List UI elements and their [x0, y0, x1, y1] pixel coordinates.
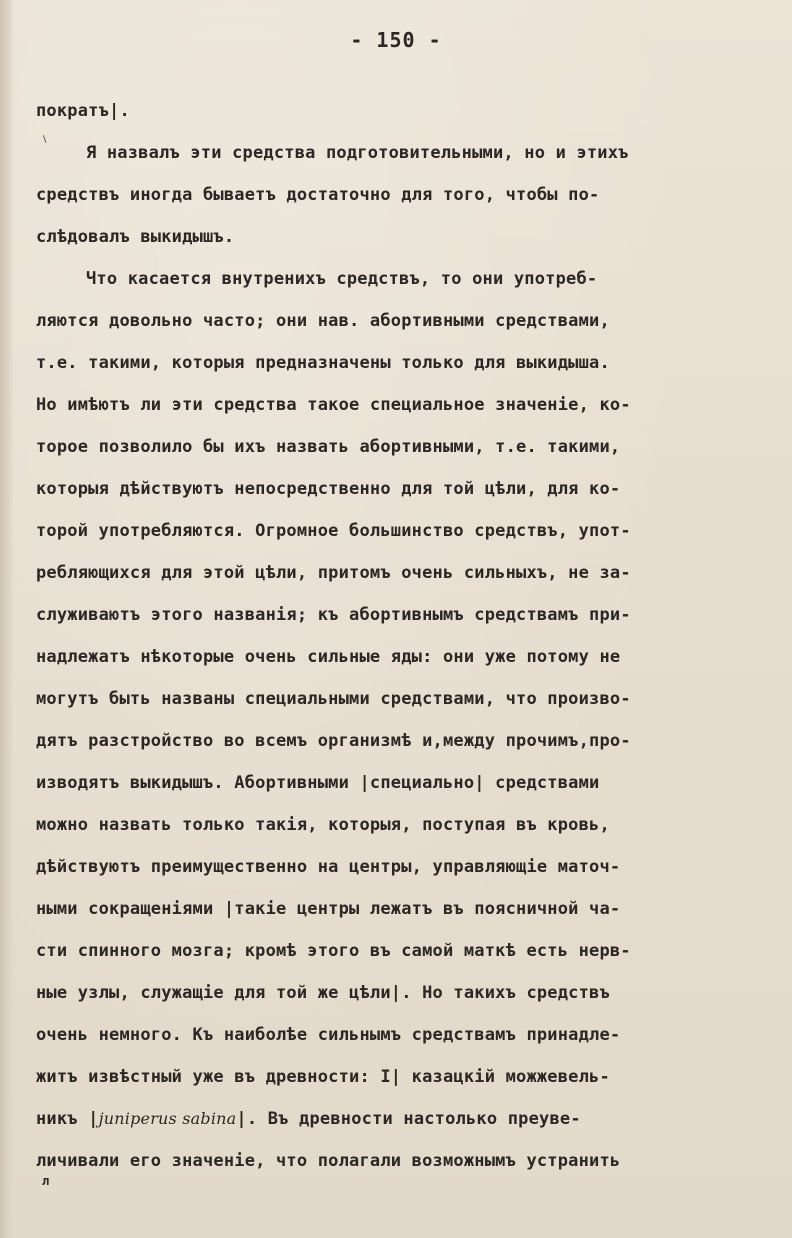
text-line-26: личивали его значенiе, что полагали возможнымъ устранить — [36, 1151, 621, 1171]
text-line-10: которыя дѣйствуютъ непосредственно для той цѣли, для ко- — [36, 479, 621, 499]
text-line-4: слѣдовалъ выкидышъ. — [36, 227, 235, 247]
text-line-18: можно назвать только такiя, которыя, поступая въ кровь, — [36, 815, 610, 835]
text-line-17: изводятъ выкидышъ. Абортивными |специально| средствами — [36, 773, 600, 793]
text-line-16: дятъ разстройство во всемъ организмѣ и,между прочимъ,про- — [36, 731, 631, 751]
text-line-22: ные узлы, служащiе для той же цѣли|. Но такихъ средствъ — [36, 983, 610, 1003]
text-line-25 — [36, 1098, 780, 1140]
text-line-1: пократъ|. — [36, 101, 130, 121]
text-line-2: Я назвалъ эти средства подготовительными, но и этихъ — [86, 143, 629, 163]
text-line-9: торое позволило бы ихъ назвать абортивными, т.е. такими, — [36, 437, 621, 457]
text-line-15: могутъ быть названы специальными средствами, что произво- — [36, 689, 631, 709]
text-line-3: средствъ иногда бываетъ достаточно для того, чтобы по- — [36, 185, 600, 205]
page-number: - 150 - — [350, 28, 442, 52]
line-prefix: никъ | — [36, 1109, 99, 1129]
text-line-20: ными сокращенiями |такiе центры лежатъ въ поясничной ча- — [36, 899, 621, 919]
body-text — [36, 90, 780, 1182]
text-line-11: торой употребляются. Огромное большинство средствъ, упот- — [36, 521, 631, 541]
text-line-19: дѣйствуютъ преимущественно на центры, управляющiе маточ- — [36, 857, 621, 877]
text-line-5: Что касается внутренихъ средствъ, то они употреб- — [86, 269, 598, 289]
margin-correction-mark: л — [42, 1174, 50, 1188]
text-line-12: ребляющихся для этой цѣли, притомъ очень сильныхъ, не за- — [36, 563, 631, 583]
text-line-6: ляются довольно часто; они нав. абортивными средствами, — [36, 311, 610, 331]
text-line-7: т.е. такими, которыя предназначены только для выкидыша. — [36, 353, 610, 373]
text-line-8: Но имѣютъ ли эти средства такое специальное значенiе, ко- — [36, 395, 631, 415]
text-line-21: сти спинного мозга; кромѣ этого въ самой маткѣ есть нерв- — [36, 941, 631, 961]
handwritten-insertion: juniperus sabina — [98, 1109, 237, 1128]
page-binding-edge — [0, 0, 14, 1238]
text-line-24: житъ извѣстный уже въ древности: I| казацкiй можжевель- — [36, 1067, 610, 1087]
line-suffix: |. Въ древности настолько преуве- — [236, 1109, 581, 1129]
text-line-14: надлежатъ нѣкоторые очень сильные яды: они уже потому не — [36, 647, 621, 667]
text-line-13: служиваютъ этого названiя; къ абортивнымъ средствамъ при- — [36, 605, 631, 625]
text-line-23: очень немного. Къ наиболѣе сильнымъ средствамъ принадле- — [36, 1025, 621, 1045]
